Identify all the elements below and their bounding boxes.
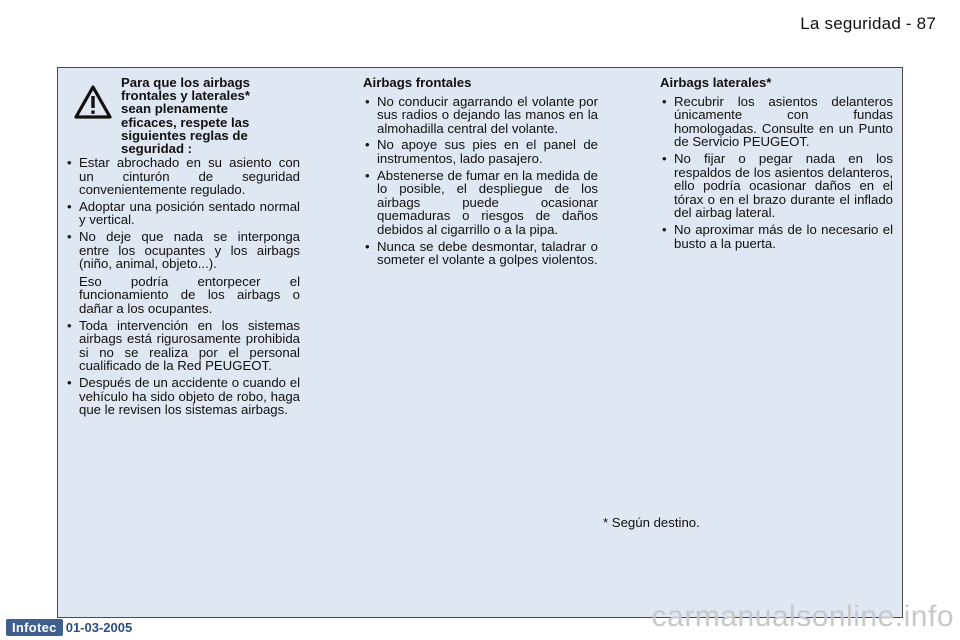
list-item-text: • Estar abrochado en su asiento con un cinturón de seguridad convenientemente regulado.: [79, 155, 300, 198]
print-date: 01-03-2005: [65, 619, 133, 635]
list-item: [660, 95, 893, 149]
front-airbags-list: [363, 95, 598, 267]
list-item: [363, 95, 598, 136]
list-item: [65, 200, 300, 227]
warning-triangle-icon: [73, 84, 113, 120]
list-item-text: • No conducir agarrando el volante por sus radios o dejando las manos en la almohadilla central del volante.: [377, 93, 598, 136]
column-side-airbags: [660, 76, 893, 253]
footnote: * Según destino.: [603, 515, 700, 530]
list-item-text: • Adoptar una posición sentado normal y vertical.: [79, 198, 300, 228]
list-item-text: Eso podría entorpecer el funcionamiento de los airbags o dañar a los ocupantes.: [79, 273, 300, 316]
list-item-text: • Abstenerse de fumar en la medida de lo posible, el despliegue de los airbags puede ocasionar quemaduras o riesgos de daños debidos al cigarrillo o a la pipa.: [377, 167, 598, 237]
general-rules-list: [65, 156, 300, 417]
list-item: [660, 152, 893, 220]
list-item: [363, 138, 598, 165]
watermark: carmanualsonline.info: [651, 600, 954, 633]
column-general-rules: [65, 76, 300, 420]
warning-block: [65, 76, 300, 156]
list-item: [363, 240, 598, 267]
list-item-text: • No aproximar más de lo necesario el busto a la puerta.: [674, 221, 893, 251]
footer: [6, 618, 132, 636]
infotec-logo: Infotec: [6, 619, 63, 636]
side-airbags-title: Airbags laterales*: [660, 75, 772, 90]
list-item: [660, 223, 893, 250]
list-item-text: • No fijar o pegar nada en los respaldos de los asientos delanteros, ello podría ocasionar daños en el tórax o en el brazo durante el inflado del airbag lateral.: [674, 150, 893, 221]
list-item-text: • Nunca se debe desmontar, taladrar o someter el volante a golpes violentos.: [377, 238, 598, 268]
side-airbags-list: [660, 95, 893, 251]
list-item: [65, 319, 300, 373]
column-front-airbags: [363, 76, 598, 270]
list-item-text: • No apoye sus pies en el panel de instrumentos, lado pasajero.: [377, 137, 598, 166]
warning-title: Para que los airbags frontales y laterales* sean plenamente eficaces, respete las siguientes reglas de seguridad :: [121, 75, 251, 157]
list-item-text: • No deje que nada se interponga entre los ocupantes y los airbags (niño, animal, objeto...).: [79, 228, 300, 272]
list-item: [363, 169, 598, 237]
list-item-text: • Toda intervención en los sistemas airbags está rigurosamente prohibida si no se realiza por el personal cualificado de la Red PEUGEOT.: [79, 317, 300, 374]
list-item: [65, 230, 300, 316]
list-item-text: • Después de un accidente o cuando el vehículo ha sido objeto de robo, haga que le revisen los sistemas airbags.: [79, 374, 300, 418]
list-item-text: • Recubrir los asientos delanteros únicamente con fundas homologadas. Consulte en un Punto de Servicio PEUGEOT.: [674, 93, 893, 150]
front-airbags-title: Airbags frontales: [363, 75, 472, 90]
safety-panel: [57, 67, 903, 618]
page-title: La seguridad - 87: [800, 14, 936, 33]
list-item: [65, 376, 300, 417]
list-item: [65, 156, 300, 197]
